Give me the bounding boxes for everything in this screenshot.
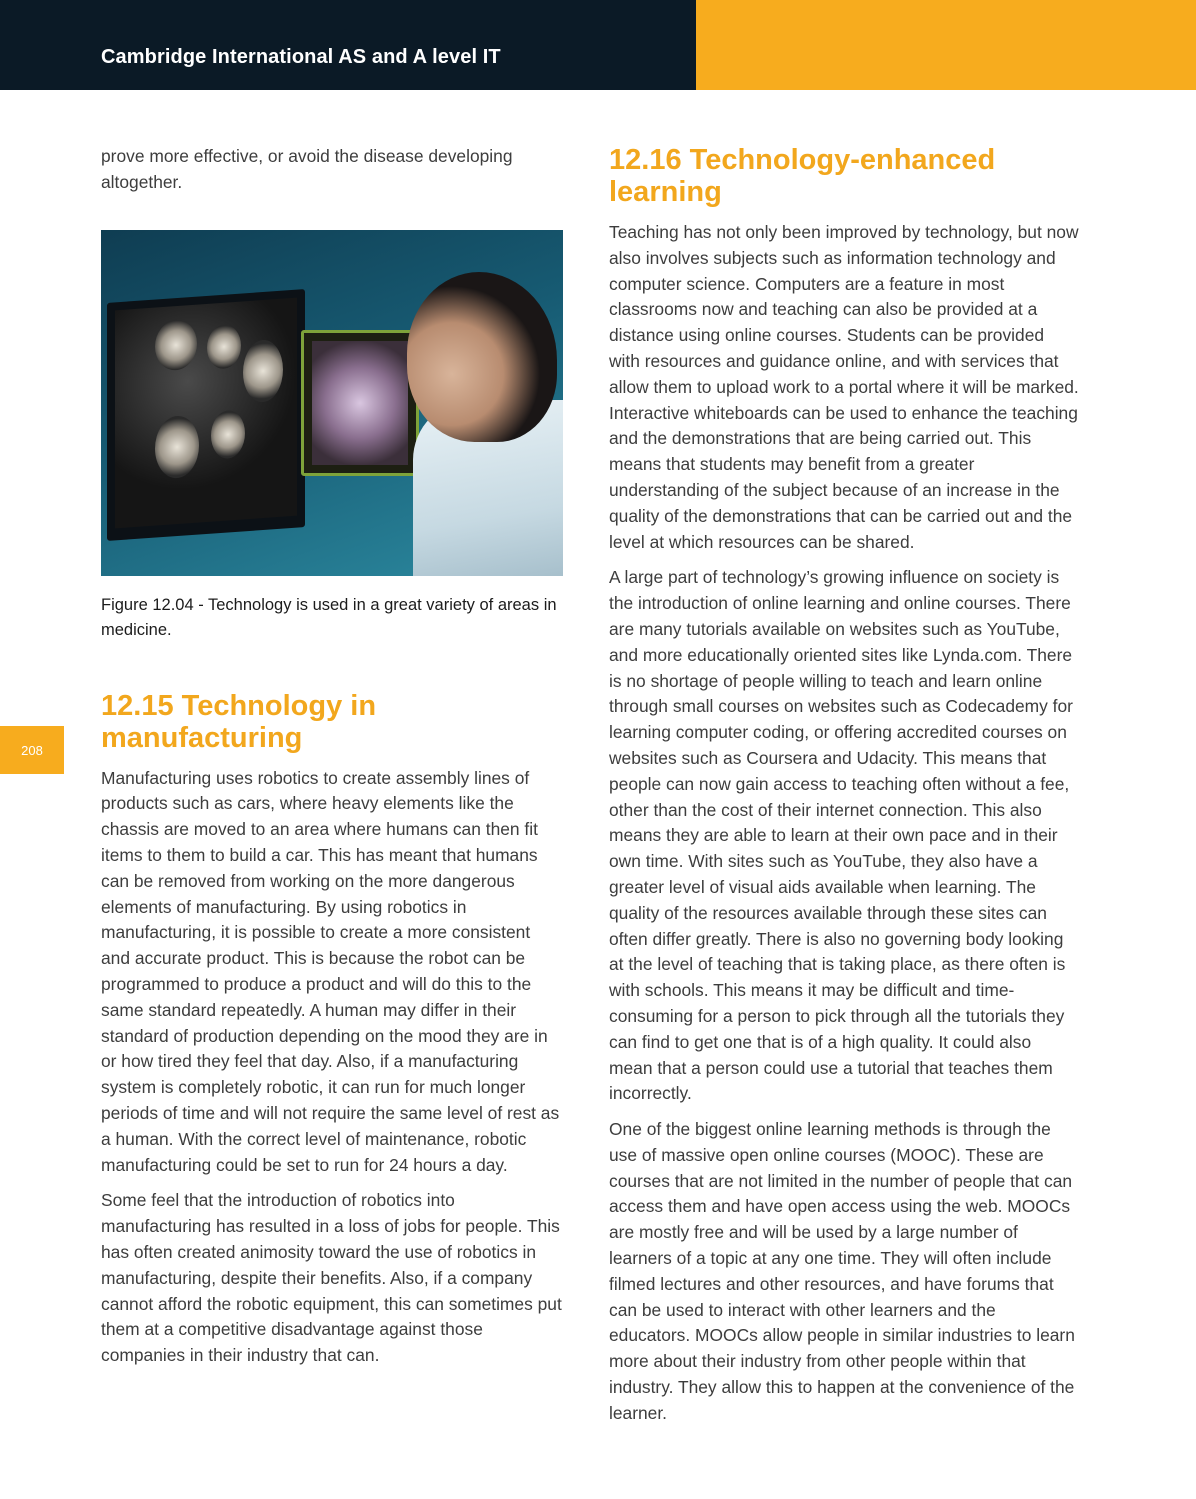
paragraph: One of the biggest online learning methods is through the use of massive open online courses (MOOC). These are courses that are not limited in the number of people that can access them and have open access using the web. MOOCs are mostly free and will be used by a large number of learners of a topic at any one time. They will often include filmed lectures and other resources, and have forums that can be used to interact with other learners and the educators. MOOCs allow people in similar industries to learn more about their industry from other people within that industry. They allow this to happen at the convenience of the learner. xyxy=(609,1119,1075,1423)
monitor-illustration xyxy=(107,289,305,541)
page-number-tab xyxy=(0,726,64,774)
paragraph: Manufacturing uses robotics to create assembly lines of products such as cars, where heavy elements like the chassis are moved to an area where humans can then fit items to them to build a car. This has meant that humans can be removed from working on the more dangerous elements of manufacturing. By using robotics in manufacturing, it is possible to create a more consistent and accurate product. This is because the robot can be programmed to produce a product and will do this to the same standard repeatedly. A human may differ in their standard of production depending on the mood they are in or how tired they feel that day. Also, if a manufacturing system is completely robotic, it can run for much longer periods of time and will not require the same level of rest as a human. With the correct level of maintenance, robotic manufacturing could be set to run for 24 hours a day. xyxy=(101,767,560,1175)
secondary-monitor-illustration xyxy=(301,330,419,476)
page-number: 208 xyxy=(21,742,43,758)
doctor-head-shape xyxy=(407,272,557,442)
section-heading-manufacturing: 12.15 Technology in manufacturing xyxy=(101,689,377,754)
manufacturing-body xyxy=(101,766,563,1369)
book-title: Cambridge International AS and A level IT xyxy=(101,46,501,68)
paragraph: Some feel that the introduction of robotics into manufacturing has resulted in a loss of jobs for people. This has often created animosity toward the use of robotics in manufacturing, despite their benefits. Also, if a company cannot afford the robotic equipment, this can sometimes put them at a competitive disadvantage against those companies in their industry that can. xyxy=(101,1190,562,1366)
figure-caption: Figure 12.04 - Technology is used in a great variety of areas in medicine. xyxy=(101,595,557,640)
paragraph: Teaching has not only been improved by technology, but now also involves subjects such as information technology and computer science. Computers are a feature in most classrooms now and teaching can also be provided at a distance using online courses. Students can be provided with resources and guidance online, and with services that allow them to upload work to a portal where it will be marked. Interactive whiteboards can be used to enhance the teaching and the demonstrations that are being carried out. This means that students may benefit from a greater understanding of the subject because of an increase in the quality of the demonstrations that can be carried out and the level at which resources can be shared. xyxy=(609,222,1079,552)
intro-paragraph: prove more effective, or avoid the disease developing altogether. xyxy=(101,146,513,192)
header-bar xyxy=(0,0,696,90)
header-accent-block xyxy=(696,0,1196,90)
right-column xyxy=(609,144,1079,1427)
figure-medical-imaging-photo xyxy=(101,230,563,576)
left-column xyxy=(101,144,563,1369)
section-heading-learning: 12.16 Technology-enhanced learning xyxy=(609,144,996,208)
learning-body xyxy=(609,220,1079,1427)
paragraph: A large part of technology’s growing influence on society is the introduction of online learning and online courses. There are many tutorials available on websites such as YouTube, and more educationally oriented sites like Lynda.com. There is no shortage of people willing to teach and learn online through small courses on websites such as Codecademy for learning computer coding, or offering accredited courses on websites such as Coursera and Udacity. This means that people can now gain access to teaching often without a fee, other than the cost of their internet connection. This also means they are able to learn at their own pace and in their own time. With sites such as YouTube, they also have a greater level of visual aids available when learning. The quality of the resources available through these sites can often differ greatly. There is also no governing body looking at the level of teaching that is taking place, as there often is with schools. This means it may be difficult and time-consuming for a person to pick through all the tutorials they can find to get one that is of a high quality. It could also mean that a person could use a tutorial that teaches them incorrectly. xyxy=(609,567,1073,1104)
